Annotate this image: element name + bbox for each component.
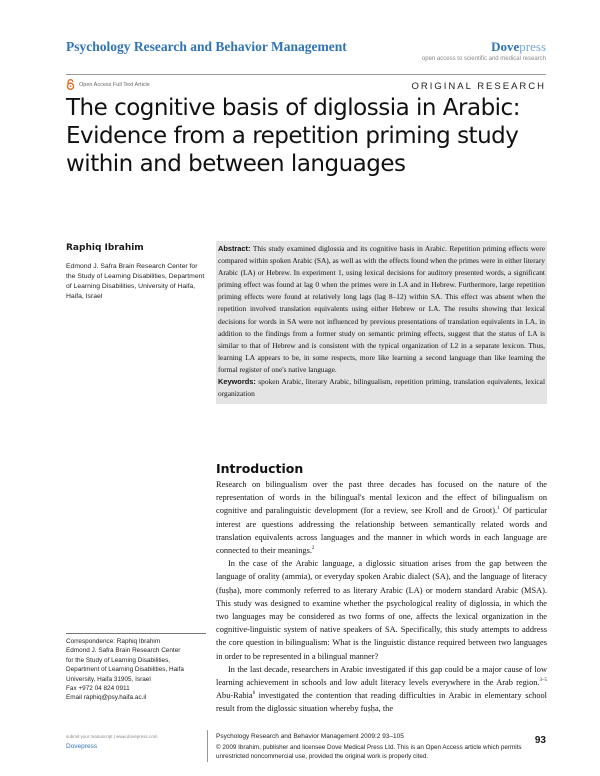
intro-paragraph-3 (216, 663, 547, 716)
intro-p1-text: Research on bilingualism over the past three decades has focused on the nature of the representation of words in the bilingual's mental lexicon and the effect of bilingualism on cognitive and paralinguistic development (for a review, see Kroll and de Groot). (216, 480, 547, 516)
intro-paragraph-2: In the case of the Arabic language, a diglossic situation arises from the gap between the language of orality (ammia), or everyday spoken Arabic dialect (SA), and the language of literacy (fuṣḥa), more commonly referred to as literary Arabic (LA) or modern standard Arabic (MSA). This study was designed to examine whether the psychological reality of diglossia, in which the two languages may be considered as two forms of one, affects the lexical organization in the cognitive-linguistic system of native speakers of SA. Specifically, this study attempts to address the core question in bilingualism: What is the linguistic distance required between two languages in order to be represented in a bilingual manner? (216, 559, 547, 661)
citation-1[interactable]: 1 (497, 506, 500, 512)
open-access-label: Open Access Full Text Article (79, 81, 150, 88)
publisher-logo[interactable] (491, 39, 546, 55)
article-title: The cognitive basis of diglossia in Arabic: Evidence from a repetition priming study within and between languages (66, 95, 520, 177)
abstract-body: This study examined diglossia and its cognitive basis in Arabic. Repetition priming effects were compared within spoken Arabic (SA), as well as with the effects found when the primes were in either literary Arabic (LA) or Hebrew. In experiment 1, using lexical decisions for auditory presented words, a significant priming effect was found at lag 0 when the primes were in LA and in Hebrew. Furthermore, large repetition priming effects were found at relatively long lags (lag 8–12) within SA. This effect was absent when the repetition involved translation equivalents using either Hebrew or LA. The results showing that lexical decisions for words in SA were not influenced by previous presentations of translation equivalents in LA, in addition to the findings from a former study on semantic priming effects, suggest that the status of LA is similar to that of Hebrew and is consistent with the typical organization of L2 in a separate lexicon. Thus, learning LA appears to be, in some respects, more like learning a second language than like learning the formal register of one's native language. (218, 244, 545, 374)
keywords-body: spoken Arabic, literary Arabic, bilingualism, repetition priming, translation equivalents, lexical organization (218, 377, 545, 399)
footer-license: © 2009 Ibrahim, publisher and licensee Dove Medical Press Ltd. This is an Open Access article which permits unrestricted noncommercial use, provided the original work is properly cited. (216, 744, 522, 760)
submit-manuscript-link[interactable]: submit your manuscript | www.dovepress.com (66, 734, 158, 739)
journal-title[interactable]: Psychology Research and Behavior Management (66, 39, 347, 54)
abstract-text (216, 243, 547, 376)
intro-body (216, 478, 547, 716)
intro-p1b-text: Of particular interest are questions addressing the relationship between semantically related words and translation equivalents across languages and the manner in which words in each language are connected to their meanings. (216, 506, 547, 556)
author-affiliation: Edmond J. Safra Brain Research Center for the Study of Learning Disabilities, Department of Learning Disabilities, University of Haifa, Haifa, Israel (66, 263, 205, 300)
citation-6[interactable]: 6 (252, 691, 256, 697)
open-access-badge (66, 79, 150, 90)
abstract-label: Abstract: (218, 244, 251, 253)
page-number: 93 (534, 735, 546, 746)
footer-citation: Psychology Research and Behavior Management 2009:2 93–105 (216, 733, 404, 740)
citation-2[interactable]: 2 (311, 546, 315, 552)
correspondence-label: Correspondence: Raphiq Ibrahim (66, 638, 161, 645)
brand-suffix: press (519, 39, 546, 54)
intro-paragraph-1 (216, 478, 547, 557)
header-divider (66, 74, 546, 75)
correspondence-line: Edmond J. Safra Brain Research Center (66, 647, 181, 655)
keywords (216, 376, 547, 400)
abstract-box (216, 241, 547, 404)
correspondence-line: Department of Learning Disabilities, Haifa (66, 666, 184, 674)
correspondence-fax: Fax +972 04 824 0911 (66, 685, 130, 693)
brand-prefix: Dove (491, 39, 520, 54)
correspondence-line: University, Haifa 31905, Israel (66, 675, 151, 683)
footer-brand[interactable]: Dovepress (66, 743, 98, 750)
article-section: ORIGINAL RESEARCH (411, 81, 546, 92)
intro-p3b-text: Abu-Rabia (216, 691, 253, 701)
footer-divider (207, 730, 208, 762)
keywords-label: Keywords: (218, 377, 256, 387)
correspondence-divider (66, 633, 206, 634)
citation-3-5[interactable]: 3–5 (539, 678, 547, 684)
publisher-tagline: open access to scientific and medical research (421, 56, 546, 62)
author-name: Raphiq Ibrahim (66, 243, 144, 253)
open-access-lock-icon (66, 79, 75, 90)
correspondence-email[interactable]: Email raphiq@psy.haifa.ac.il (66, 694, 147, 702)
correspondence-block (66, 637, 216, 703)
correspondence-line: for the Study of Learning Disabilities, (66, 656, 171, 664)
intro-p3c-text: investigated the contention that reading difficulties in Arabic in elementary school result from the diglossic situation whereby fuṣḥa, the (216, 691, 547, 714)
intro-p3-text: In the last decade, researchers in Arabic investigated if this gap could be a major cause of low learning achievement in schools and low adult literacy levels everywhere in the Arab region. (216, 664, 547, 688)
intro-heading: Introduction (216, 461, 304, 476)
